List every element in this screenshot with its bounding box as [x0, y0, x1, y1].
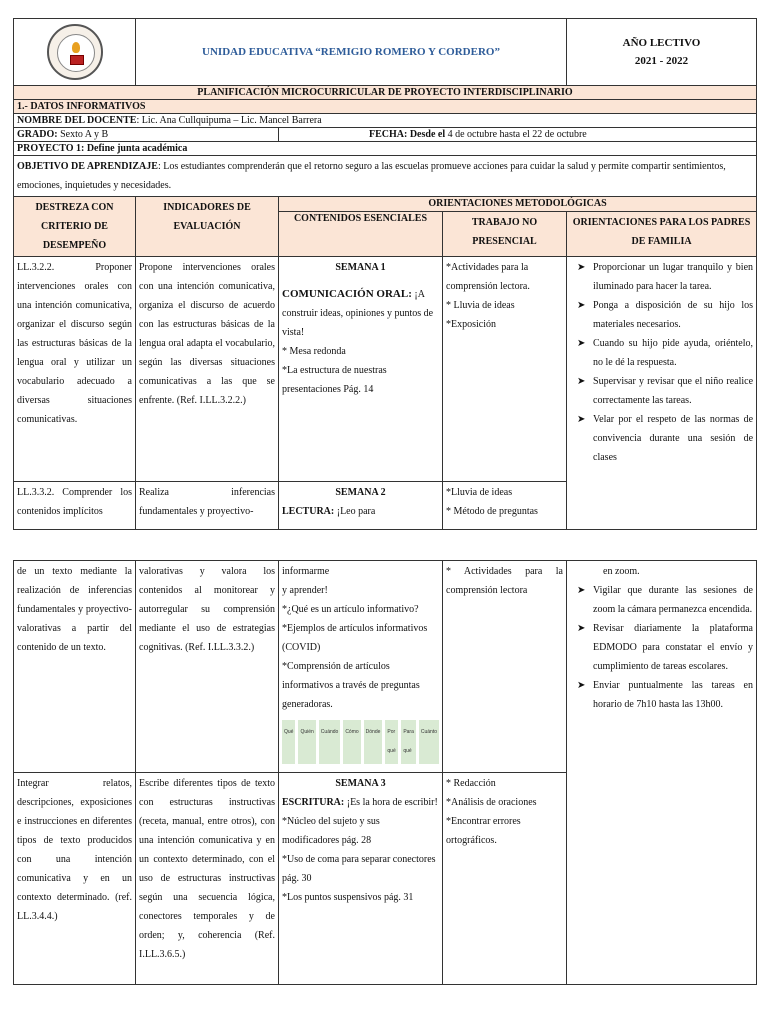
destreza-2: LL.3.3.2. Comprender los contenidos implícitos	[14, 482, 136, 530]
padres-item: ➤ Ponga a disposición de su hijo los materiales necesarios.	[577, 300, 754, 330]
contenido-2-cont: informarme y aprender! *¿Qué es un artículo informativo? *Ejemplos de artículos informativos (COVID) *Comprensión de artículos informativos a través de preguntas generadoras. Qué Quién Cuándo Cómo Dónde Por qué Para qué Cuánto	[279, 561, 443, 773]
docente-row: NOMBRE DEL DOCENTE: Lic. Ana Cullquipuma – Lic. Mancel Barrera	[14, 114, 757, 128]
col-trabajo: TRABAJO NO PRESENCIAL	[443, 212, 567, 257]
padres-list-1	[567, 257, 757, 530]
grado-cell: GRADO: Sexto A y B	[14, 128, 279, 142]
padres-item: ➤ Revisar diariamente la plataforma EDMODO para constatar el envío y cumplimiento de tareas escolares.	[577, 623, 753, 672]
destreza-2-cont: de un texto mediante la realización de inferencias fundamentales y proyectivo-valorativas a partir del contenido de un texto.	[14, 561, 136, 773]
contenido-3: SEMANA 3 ESCRITURA: ¡Es la hora de escribir! *Núcleo del sujeto y sus modificadores pág. 28 *Uso de coma para separar conectores pág. 30 *Los puntos suspensivos pág. 31	[279, 773, 443, 985]
logo-cell	[14, 19, 136, 86]
contenido-2: SEMANA 2 LECTURA: ¡Leo para	[279, 482, 443, 530]
padres-item: ➤ Enviar puntualmente las tareas en horario de 7h10 hasta las 13h00.	[577, 680, 753, 710]
padres-item: ➤ Vigilar que durante las sesiones de zoom la cámara permanezca encendida.	[577, 585, 753, 615]
col-indicadores: INDICADORES DE EVALUACIÓN	[136, 197, 279, 257]
school-year: AÑO LECTIVO 2021 - 2022	[567, 19, 757, 86]
planning-table-page1	[13, 18, 757, 530]
padres-item: ➤ Cuando su hijo pide ayuda, oriéntelo, no le dé la respuesta.	[577, 338, 754, 368]
padres-item: ➤ Velar por el respeto de las normas de convivencia durante una sesión de clases	[577, 414, 754, 463]
section-title: 1.- DATOS INFORMATIVOS	[14, 100, 757, 114]
indicador-1: Propone intervenciones orales con una intención comunicativa, organiza el discurso de acuerdo con las estructuras básicas de la lengua oral adapta el vocabulario, según las diversas situaciones comunicativas a las que se enfrente. (Ref. I.LL.3.2.2.)	[136, 257, 279, 482]
padres-item: ➤ Proporcionar un lugar tranquilo y bien iluminado para hacer la tarea.	[577, 262, 754, 292]
school-name: UNIDAD EDUCATIVA “REMIGIO ROMERO Y CORDERO”	[136, 19, 567, 86]
fecha-cell: FECHA: Desde el 4 de octubre hasta el 22 de octubre	[279, 128, 757, 142]
destreza-1: LL.3.2.2. Proponer intervenciones orales con una intención comunicativa, organizar el discurso según las estructuras básicas de la lengua oral y utilizar un vocabulario adecuado a diversas situaciones comunicativas.	[14, 257, 136, 482]
padres-item: ➤ Supervisar y revisar que el niño realice correctamente las tareas.	[577, 376, 754, 406]
trabajo-1: *Actividades para la comprensión lectora. * Lluvia de ideas *Exposición	[443, 257, 567, 482]
objetivo-row: OBJETIVO DE APRENDIZAJE: Los estudiantes comprenderán que el retorno seguro a las escuelas promueve acciones para cuidar la salud y permite compartir sentimientos, emociones, inquietudes y necesidades.	[14, 156, 757, 197]
indicador-2-cont: valorativas y valora los contenidos al monitorear y autorregular su comprensión mediante el uso de estrategias cognitivas. (Ref. I.LL.3.3.2.)	[136, 561, 279, 773]
proyecto-row: PROYECTO 1: Define junta académica	[14, 142, 757, 156]
col-contenidos: CONTENIDOS ESENCIALES	[279, 212, 443, 257]
indicador-3: Escribe diferentes tipos de texto con estructuras instructivas (receta, manual, entre otros), con una intención comunicativa y en un contexto determinado, con el uso de estructuras instructivas según una secuencia lógica, conectores temporales y de orden; y, coherencia (Ref. I.LL.3.6.5.)	[136, 773, 279, 985]
planning-table-page2	[13, 560, 757, 985]
destreza-3: Integrar relatos, descripciones, exposiciones e instrucciones en diferentes tipos de texto producidos con una intención comunicativa y en un contexto determinado. (ref. LL.3.4.4.)	[14, 773, 136, 985]
trabajo-3: * Redacción *Análisis de oraciones *Encontrar errores ortográficos.	[443, 773, 567, 985]
school-logo-icon	[47, 24, 103, 80]
trabajo-2: *Lluvia de ideas * Método de preguntas	[443, 482, 567, 530]
padres-list-2: en zoom. ➤ Vigilar que durante las sesiones de zoom la cámara permanezca encendida. ➤ Revisar diariamente la plataforma EDMODO para constatar el envío y cumplimiento de tareas escolares. ➤ Enviar puntualmente las tareas en horario de 7h10 hasta las 13h00.	[567, 561, 757, 985]
col-padres: ORIENTACIONES PARA LOS PADRES DE FAMILIA	[567, 212, 757, 257]
indicador-2: Realiza inferencias fundamentales y proyectivo-	[136, 482, 279, 530]
col-destreza: DESTREZA CON CRITERIO DE DESEMPEÑO	[14, 197, 136, 257]
plan-title: PLANIFICACIÓN MICROCURRICULAR DE PROYECTO INTERDISCIPLINARIO	[14, 86, 757, 100]
question-words-image: Qué Quién Cuándo Cómo Dónde Por qué Para qué Cuánto	[282, 720, 439, 764]
col-orientaciones: ORIENTACIONES METODOLÓGICAS	[279, 197, 757, 212]
trabajo-2-cont: * Actividades para la comprensión lectora	[443, 561, 567, 773]
contenido-1: SEMANA 1 COMUNICACIÓN ORAL: ¡A construir ideas, opiniones y puntos de vista! * Mesa redonda *La estructura de nuestras presentaciones Pág. 14	[279, 257, 443, 482]
